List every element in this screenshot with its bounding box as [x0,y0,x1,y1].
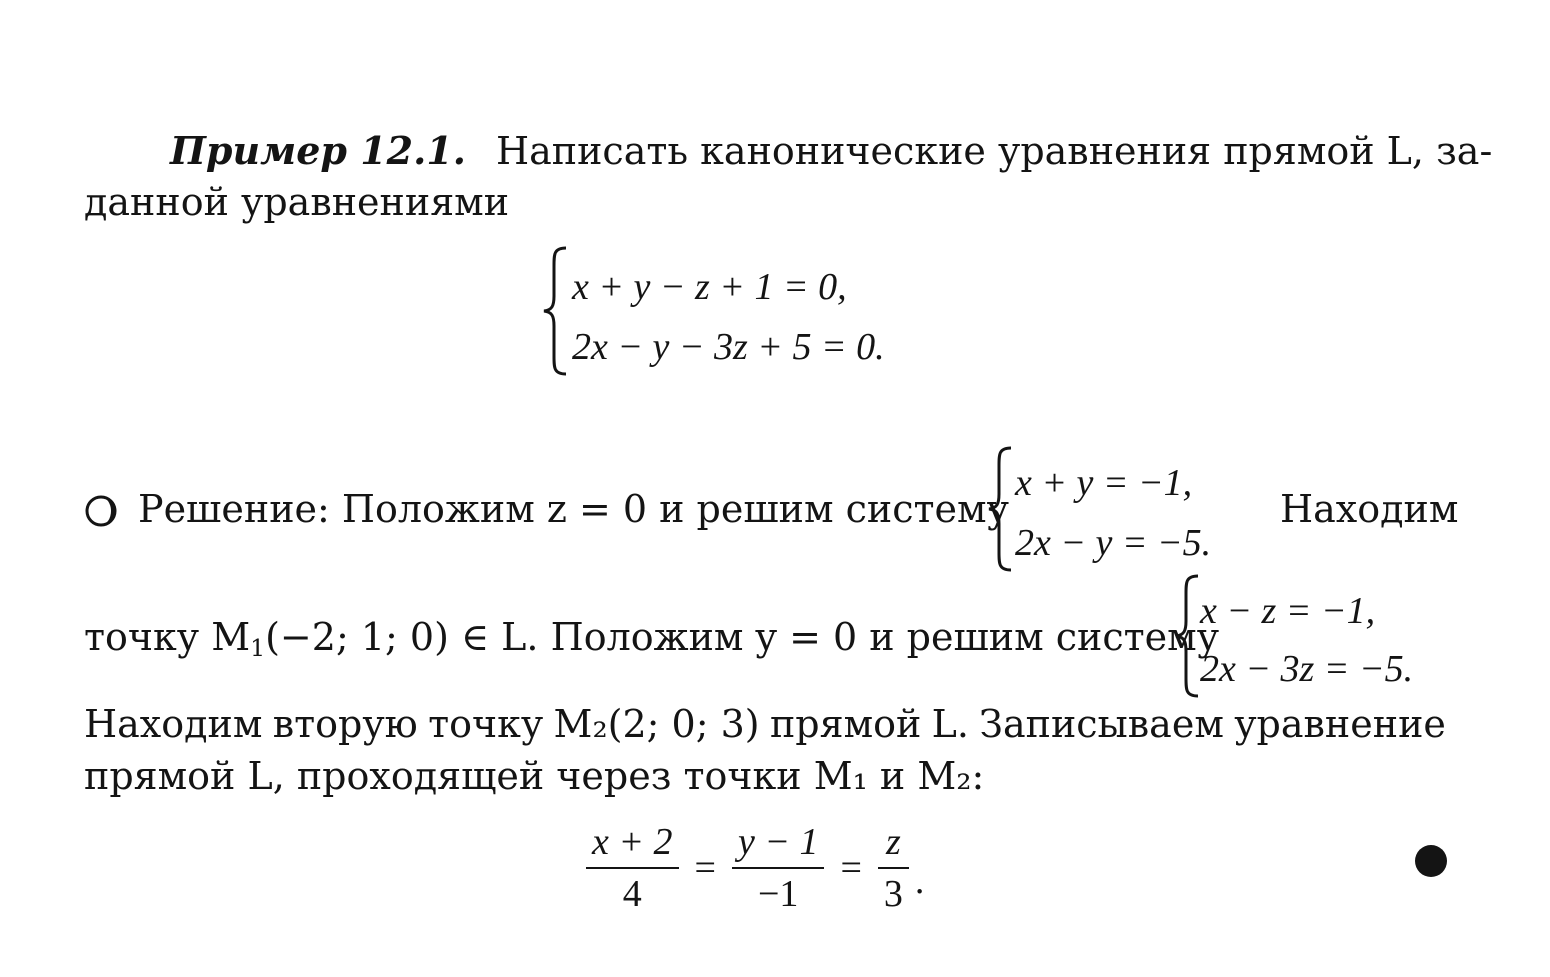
left-brace-icon [1172,572,1202,700]
fraction-z [878,823,909,913]
equation-system-2 [985,444,1265,574]
equals-sign: = [694,847,716,889]
solution-lead: Решение: Положим z = 0 и решим систему [138,487,1009,531]
end-of-solution-icon [1415,845,1447,877]
fraction-y [732,823,825,913]
fraction-z-numerator: z [886,821,901,863]
solution-trail: Находим [1280,487,1459,531]
fraction-x [586,823,679,913]
fraction-y-denominator: −1 [757,873,799,915]
paragraph-3-line-2: прямой L, проходящей через точки M₁ и M₂: [84,754,985,798]
left-brace-icon [985,444,1015,574]
system-3-equation-1: x − z = −1, [1200,590,1376,632]
point-m1-rest: (−2; 1; 0) ∈ L. Положим y = 0 и решим систему [265,615,1220,659]
system-1-equation-2: 2x − y − 3z + 5 = 0. [572,326,885,368]
word: прямой [769,702,922,746]
word: точку [428,702,544,746]
word: уравнение [1234,702,1446,746]
fraction-x-denominator: 4 [622,873,642,915]
point-m1-prefix: точку M [84,615,251,659]
word: Записываем [979,702,1224,746]
paragraph-3-line-1 [84,702,1446,746]
equals-sign: = [840,847,862,889]
system-2-equation-1: x + y = −1, [1015,462,1193,504]
example-title: Пример 12.1. [170,128,466,173]
equation-system-1 [540,244,960,378]
word: Находим [84,702,263,746]
system-3-equation-2: 2x − 3z = −5. [1200,648,1414,690]
left-brace-icon [540,244,570,378]
system-1-equation-1: x + y − z + 1 = 0, [572,266,847,308]
word: L. [931,702,969,746]
system-2-equation-2: 2x − y = −5. [1015,522,1212,564]
point-m2: M₂(2; 0; 3) [553,702,760,746]
word: вторую [272,702,418,746]
equation-system-3 [1172,572,1462,700]
point-m1-subscript: 1 [250,633,266,662]
solution-start-marker-icon [84,494,120,528]
fraction-x-numerator: x + 2 [592,821,673,863]
paragraph-2-text [84,615,1220,662]
canonical-equation [580,818,924,918]
fraction-y-numerator: y − 1 [737,821,819,863]
example-line-1 [170,128,1493,173]
example-statement: Написать канонические уравнения прямой L, за- [495,129,1493,173]
fraction-z-denominator: 3 [883,873,903,915]
example-line-2: данной уравнениями [84,180,510,224]
period: . [914,860,925,902]
